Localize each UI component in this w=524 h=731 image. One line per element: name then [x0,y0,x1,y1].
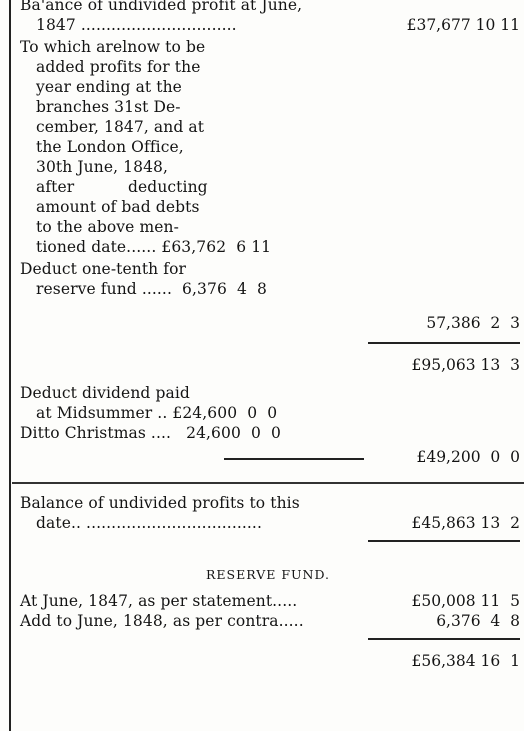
sum-rule [368,342,520,344]
text-line: Ba'ance of undivided profit at June, [20,0,303,14]
section-divider [12,482,524,484]
amount: £50,008 11 5 [411,592,520,610]
sum-rule [368,638,520,640]
text-line: To which arelnow to be [20,38,206,56]
text-line: reserve fund ...... 6,376 4 8 [36,280,267,298]
text-line: amount of bad debts [36,198,200,216]
text-line: 1847 ............................... [36,16,237,34]
amount: 6,376 4 8 [436,612,520,630]
sum-rule [368,540,520,542]
text-line: at Midsummer .. £24,600 0 0 [36,404,278,422]
text-line: Add to June, 1848, as per contra..... [20,612,304,630]
text-line: cember, 1847, and at [36,118,205,136]
amount: £56,384 16 1 [411,652,520,670]
text-line: At June, 1847, as per statement..... [20,592,298,610]
text-line: the London Office, [36,138,184,156]
section-heading: RESERVE FUND. [206,567,331,582]
amount: £95,063 13 3 [411,356,520,374]
amount: £45,863 13 2 [411,514,520,532]
text-line: after [36,178,75,196]
text-line: added profits for the [36,58,201,76]
sum-rule [224,458,364,460]
text-line: Deduct dividend paid [20,384,190,402]
text-line: date.. ................................... [36,514,262,532]
text-line: Balance of undivided profits to this [20,494,300,512]
amount: £49,200 0 0 [416,448,520,466]
text-line: tioned date...... £63,762 6 11 [36,238,272,256]
text-line: deducting [128,178,208,196]
text-line: branches 31st De- [36,98,181,116]
text-line: Ditto Christmas .... 24,600 0 0 [20,424,281,442]
text-line: year ending at the [36,78,182,96]
amount: 57,386 2 3 [426,314,520,332]
amount: £37,677 10 11 [406,16,520,34]
text-line: to the above men- [36,218,179,236]
text-line: Deduct one-tenth for [20,260,187,278]
left-margin-rule [9,0,11,731]
text-line: 30th June, 1848, [36,158,169,176]
